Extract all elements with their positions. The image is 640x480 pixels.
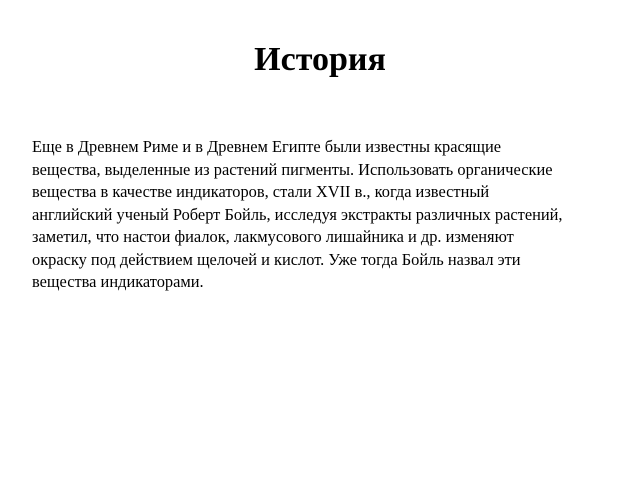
slide-title: История: [254, 41, 386, 78]
body-line: окраску под действием щелочей и кислот. Уже тогда Бойль назвал эти: [32, 249, 521, 269]
body-line: вещества индикаторами.: [32, 272, 204, 291]
body-line: вещества в качестве индикаторов, стали XVII в., когда известный: [32, 182, 490, 201]
slide-body-text: [32, 136, 612, 294]
body-line: английский ученый Роберт Бойль, исследуя экстракты различных растений,: [32, 204, 563, 224]
body-line: заметил, что настои фиалок, лакмусового лишайника и др. изменяют: [32, 227, 514, 246]
body-line: Еще в Древнем Риме и в Древнем Египте были известны красящие: [32, 137, 502, 156]
body-line: вещества, выделенные из растений пигменты. Использовать органические: [32, 159, 553, 179]
